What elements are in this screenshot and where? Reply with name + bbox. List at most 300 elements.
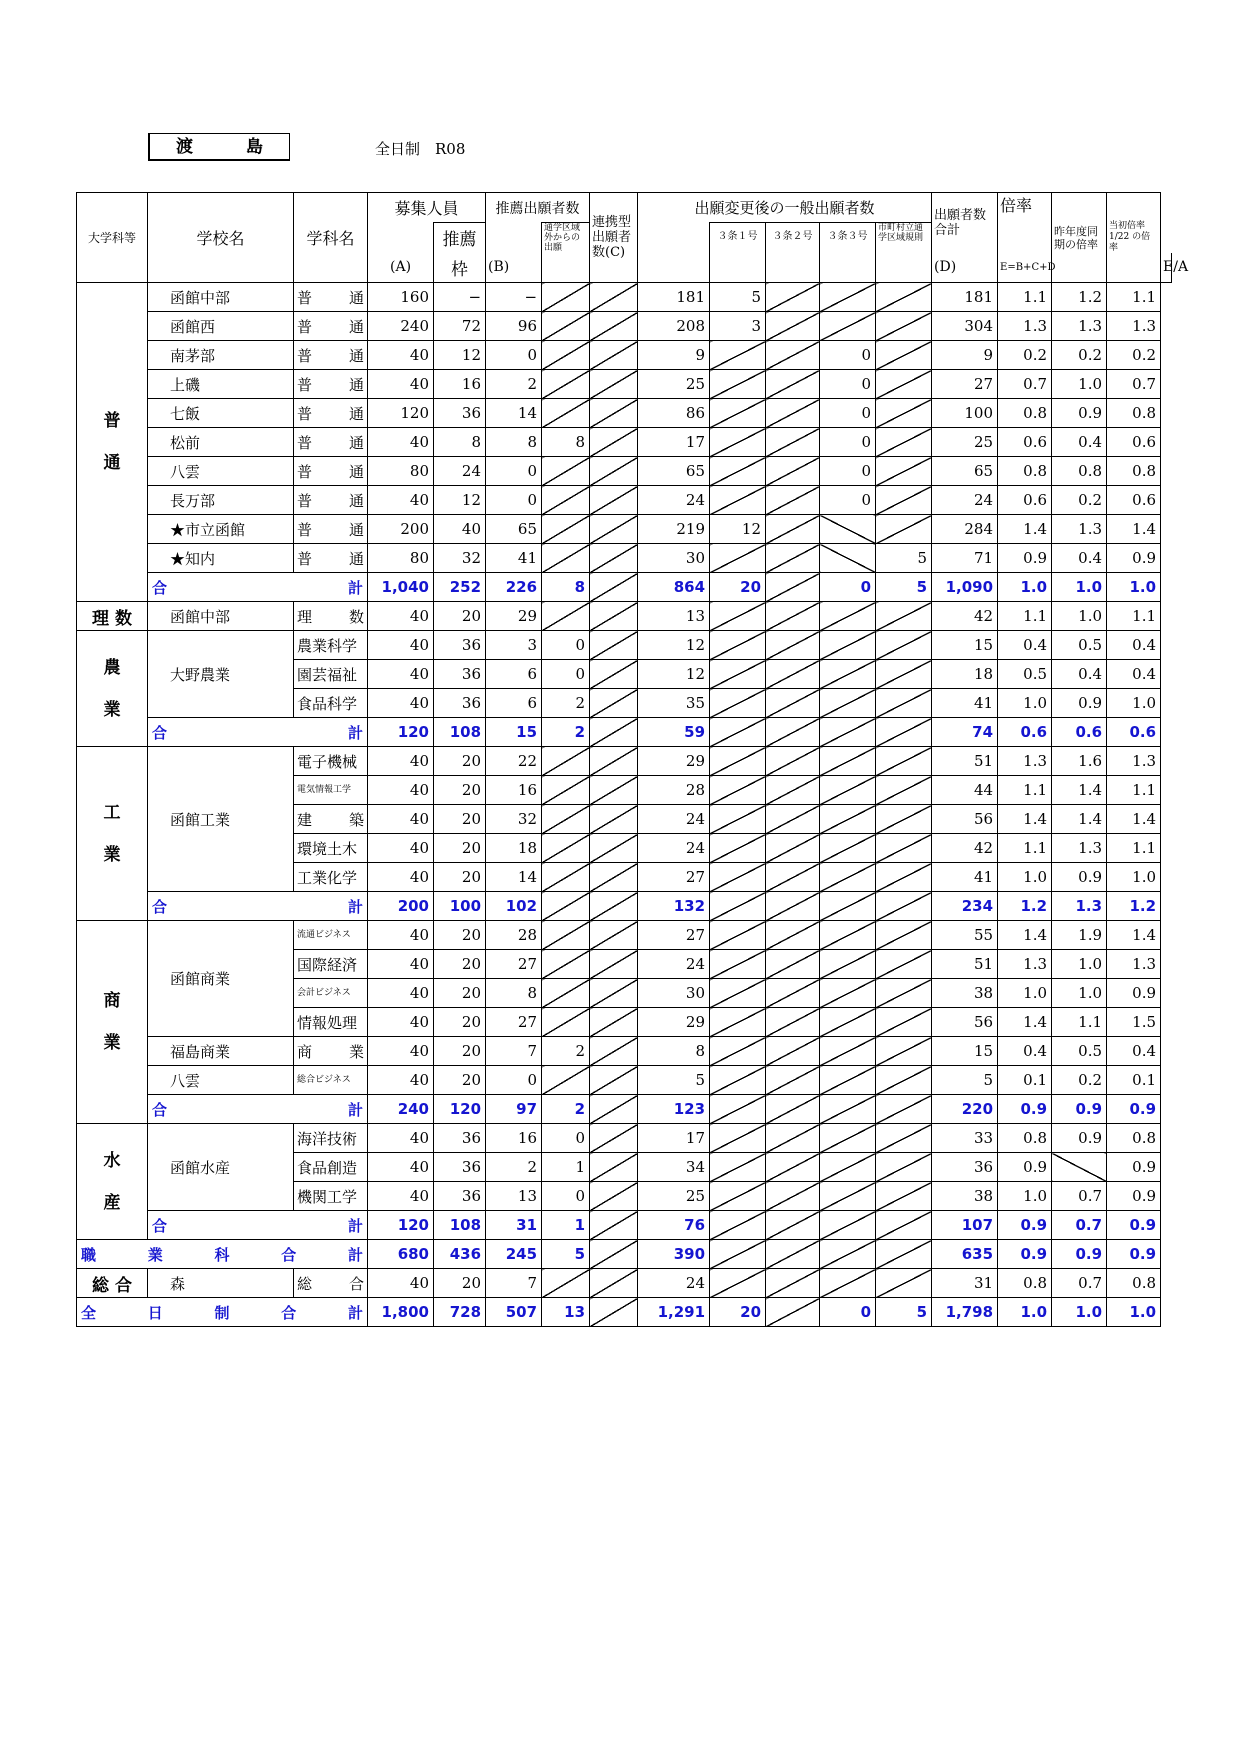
vocational-total-label [77,1240,368,1269]
last-year-ratio-cell: 0.4 [1052,544,1107,573]
hatched-cell [820,689,876,718]
header-art1: ３条１号 [710,223,766,283]
hatched-cell [590,370,638,399]
hatched-cell [590,428,638,457]
hatched-cell [590,660,638,689]
suisen-applicants-cell: 245 [486,1240,542,1269]
hatched-cell [820,979,876,1008]
hatched-cell [766,979,820,1008]
initial-ratio-cell: 1.4 [1107,515,1161,544]
suisen-waku-cell: 12 [434,341,486,370]
category-label: 理 数 [77,602,148,631]
header-d: (D) [932,253,998,283]
last-year-ratio-cell: 0.8 [1052,457,1107,486]
ratio-cell: 1.0 [998,573,1052,602]
dept-name: 普 通 [294,486,368,515]
school-name: 函館水産 [148,1124,294,1211]
hatched-cell [710,805,766,834]
school-name: 七飯 [148,399,294,428]
hatched-cell [766,1008,820,1037]
hatched-cell [766,950,820,979]
hatched-cell [590,1095,638,1124]
ratio-cell: 0.6 [998,718,1052,747]
hatched-cell [820,544,876,573]
hatched-cell [766,1182,820,1211]
suisen-applicants-cell: 31 [486,1211,542,1240]
table-row [77,457,1172,486]
hatched-cell [542,544,590,573]
total-applicants-cell: 304 [932,312,998,341]
header-last-year: 昨年度同期の倍率 [1052,193,1107,283]
hatched-cell [876,1037,932,1066]
initial-ratio-cell: 0.4 [1107,631,1161,660]
general-applicants-cell: 30 [638,544,710,573]
hatched-cell [590,834,638,863]
initial-ratio-cell: 1.5 [1107,1008,1161,1037]
grand-total-label [77,1298,368,1327]
general-applicants-cell: 24 [638,486,710,515]
category-label [77,283,148,602]
hatched-cell [766,747,820,776]
category-label [77,631,148,747]
hatched-cell [710,341,766,370]
initial-ratio-cell: 0.9 [1107,544,1161,573]
category-label [77,921,148,1124]
hatched-cell [710,602,766,631]
hatched-cell [590,602,638,631]
sum-char: 合 [152,1216,168,1235]
label-char: 合 [281,1303,297,1322]
hatched-cell [766,602,820,631]
hatched-cell [542,921,590,950]
general-applicants-cell: 5 [638,1066,710,1095]
subtotal-row [77,892,1172,921]
hatched-cell [542,805,590,834]
ratio-cell: 1.0 [998,979,1052,1008]
ratio-cell: 1.3 [998,747,1052,776]
suisen-waku-cell: 20 [434,1037,486,1066]
total-applicants-cell: 5 [932,1066,998,1095]
capacity-cell: 40 [368,950,434,979]
outside-cell: 13 [542,1298,590,1327]
hatched-cell [590,979,638,1008]
suisen-waku-cell: 16 [434,370,486,399]
applicants-table [76,192,1189,1327]
hatched-cell [710,834,766,863]
total-applicants-cell: 24 [932,486,998,515]
ratio-cell: 1.1 [998,834,1052,863]
table-row [77,370,1172,399]
capacity-cell: 120 [368,718,434,747]
suisen-waku-cell: 108 [434,718,486,747]
general-applicants-cell: 17 [638,428,710,457]
hatched-cell [820,863,876,892]
ratio-cell: 0.6 [998,486,1052,515]
hatched-cell [590,312,638,341]
hatched-cell [766,1211,820,1240]
dept-name: 電気情報工学 [294,776,368,805]
initial-ratio-cell: 1.4 [1107,921,1161,950]
category-char: 業 [103,1033,121,1053]
hatched-cell [710,892,766,921]
ratio-cell: 0.9 [998,544,1052,573]
hatched-cell [590,863,638,892]
hatched-cell [876,1240,932,1269]
art3-cell: 0 [820,428,876,457]
total-applicants-cell: 74 [932,718,998,747]
general-applicants-cell: 27 [638,921,710,950]
dept-name: 普 通 [294,428,368,457]
header-ratio: 倍率 [998,193,1052,253]
suisen-waku-cell: 40 [434,515,486,544]
hatched-cell [820,1124,876,1153]
last-year-ratio-cell: 1.0 [1052,602,1107,631]
header-formula: E=B+C+D [998,253,1052,283]
hatched-cell [590,631,638,660]
table-row [77,631,1172,660]
last-year-ratio-cell: 0.5 [1052,631,1107,660]
hatched-cell [876,1066,932,1095]
dept-name: 国際経済 [294,950,368,979]
initial-ratio-cell: 0.7 [1107,370,1161,399]
hatched-cell [710,689,766,718]
general-applicants-cell: 132 [638,892,710,921]
last-year-ratio-cell: 0.4 [1052,428,1107,457]
hatched-cell [542,1008,590,1037]
general-applicants-cell: 25 [638,1182,710,1211]
last-year-ratio-cell: 0.7 [1052,1269,1107,1298]
ratio-cell: 1.0 [998,863,1052,892]
last-year-ratio-cell: 0.9 [1052,1240,1107,1269]
total-applicants-cell: 56 [932,805,998,834]
last-year-ratio-cell: 0.6 [1052,718,1107,747]
last-year-ratio-cell: 0.2 [1052,341,1107,370]
general-applicants-cell: 123 [638,1095,710,1124]
capacity-cell: 160 [368,283,434,312]
last-year-ratio-cell: 0.9 [1052,689,1107,718]
outside-cell: 1 [542,1211,590,1240]
table-row [77,341,1172,370]
label-char: 計 [347,1303,363,1322]
hatched-cell [876,950,932,979]
hatched-cell [710,747,766,776]
hatched-cell [590,1153,638,1182]
hatched-cell [766,631,820,660]
subtotal-row [77,718,1172,747]
dept-name: 園芸福祉 [294,660,368,689]
header-capacity-a: (A) [368,253,434,283]
hatched-cell [876,979,932,1008]
general-applicants-cell: 390 [638,1240,710,1269]
suisen-waku-cell: 20 [434,863,486,892]
hatched-cell [766,486,820,515]
hatched-cell [542,312,590,341]
last-year-ratio-cell: 1.0 [1052,950,1107,979]
initial-ratio-cell: 1.3 [1107,747,1161,776]
hatched-cell [766,399,820,428]
suisen-waku-cell: 120 [434,1095,486,1124]
total-applicants-cell: 100 [932,399,998,428]
dept-name: 電子機械 [294,747,368,776]
total-applicants-cell: 1,090 [932,573,998,602]
ratio-cell: 0.8 [998,399,1052,428]
dept-name: 機関工学 [294,1182,368,1211]
art3-cell: 0 [820,573,876,602]
art1-cell: 12 [710,515,766,544]
hatched-cell [820,1008,876,1037]
hatched-cell [766,1240,820,1269]
table-row [77,515,1172,544]
hatched-cell [820,515,876,544]
ratio-cell: 0.9 [998,1211,1052,1240]
outside-cell: 0 [542,660,590,689]
total-applicants-cell: 36 [932,1153,998,1182]
hatched-cell [710,979,766,1008]
subtotal-label [148,573,368,602]
capacity-cell: 1,040 [368,573,434,602]
table-row [77,1066,1172,1095]
general-applicants-cell: 1,291 [638,1298,710,1327]
hatched-cell [820,776,876,805]
suisen-applicants-cell: 65 [486,515,542,544]
hatched-cell [820,747,876,776]
initial-ratio-cell: 1.0 [1107,573,1161,602]
subtotal-row [77,1095,1172,1124]
suisen-applicants-cell: 15 [486,718,542,747]
table-body [77,283,1172,1327]
outside-cell: 5 [542,1240,590,1269]
school-name: 南茅部 [148,341,294,370]
last-year-ratio-cell: 0.7 [1052,1182,1107,1211]
suisen-applicants-cell: 14 [486,863,542,892]
last-year-ratio-cell: 0.5 [1052,1037,1107,1066]
general-applicants-cell: 9 [638,341,710,370]
suisen-applicants-cell: 8 [486,428,542,457]
ratio-cell: 1.0 [998,689,1052,718]
header-capacity: 募集人員 [368,193,486,223]
capacity-cell: 40 [368,1037,434,1066]
sum-char: 合 [152,578,168,597]
capacity-cell: 40 [368,1153,434,1182]
last-year-ratio-cell: 0.2 [1052,486,1107,515]
general-applicants-cell: 208 [638,312,710,341]
general-applicants-cell: 13 [638,602,710,631]
art1-cell: 3 [710,312,766,341]
hatched-cell [710,718,766,747]
hatched-cell [820,892,876,921]
art3-cell: 0 [820,457,876,486]
general-applicants-cell: 76 [638,1211,710,1240]
hatched-cell [710,428,766,457]
suisen-applicants-cell: 29 [486,602,542,631]
table-row [77,428,1172,457]
hatched-cell [876,428,932,457]
capacity-cell: 1,800 [368,1298,434,1327]
school-name: 函館西 [148,312,294,341]
initial-ratio-cell: 0.6 [1107,428,1161,457]
general-applicants-cell: 24 [638,1269,710,1298]
total-applicants-cell: 42 [932,602,998,631]
category-char: 業 [103,844,121,865]
capacity-cell: 40 [368,1124,434,1153]
general-applicants-cell: 24 [638,834,710,863]
hatched-cell [590,805,638,834]
suisen-waku-cell: 252 [434,573,486,602]
capacity-cell: 40 [368,486,434,515]
total-applicants-cell: 18 [932,660,998,689]
hatched-cell [590,1008,638,1037]
subtotal-label [148,718,368,747]
hatched-cell [766,428,820,457]
initial-ratio-cell: 0.4 [1107,660,1161,689]
ratio-cell: 1.4 [998,1008,1052,1037]
suisen-waku-cell: 24 [434,457,486,486]
suisen-waku-cell: 20 [434,1066,486,1095]
total-applicants-cell: 15 [932,631,998,660]
art3-cell: 0 [820,370,876,399]
suisen-waku-cell: 20 [434,1269,486,1298]
dept-name: 情報処理 [294,1008,368,1037]
hatched-cell [590,1124,638,1153]
hatched-cell [710,486,766,515]
art1-cell: 20 [710,573,766,602]
hatched-cell [820,834,876,863]
capacity-cell: 40 [368,370,434,399]
hatched-cell [876,457,932,486]
capacity-cell: 40 [368,689,434,718]
initial-ratio-cell: 0.9 [1107,1095,1161,1124]
hatched-cell [542,1269,590,1298]
label-char: 職 [81,1245,97,1264]
suisen-waku-cell: 36 [434,660,486,689]
initial-ratio-cell: 0.8 [1107,399,1161,428]
last-year-ratio-cell: 0.9 [1052,1124,1107,1153]
hatched-cell [876,312,932,341]
suisen-waku-cell: 20 [434,979,486,1008]
suisen-waku-cell: 728 [434,1298,486,1327]
hatched-cell [766,457,820,486]
capacity-cell: 120 [368,1211,434,1240]
capacity-cell: 40 [368,428,434,457]
total-applicants-cell: 51 [932,950,998,979]
ratio-cell: 0.6 [998,428,1052,457]
last-year-ratio-cell: 1.0 [1052,979,1107,1008]
hatched-cell [590,1182,638,1211]
initial-ratio-cell: 0.8 [1107,457,1161,486]
suisen-waku-cell: 436 [434,1240,486,1269]
dept-name: 建 築 [294,805,368,834]
header-renkei: 連携型出願者数(C) [590,193,638,283]
last-year-ratio-cell: 1.2 [1052,283,1107,312]
hatched-cell [876,776,932,805]
ratio-cell: 0.8 [998,1124,1052,1153]
suisen-applicants-cell: 16 [486,776,542,805]
hatched-cell [590,950,638,979]
hatched-cell [542,776,590,805]
suisen-waku-cell: 20 [434,747,486,776]
hatched-cell [766,805,820,834]
category-char: 産 [103,1192,121,1213]
header-initial: 当初倍率1/22 の倍 率 [1107,193,1161,283]
hatched-cell [876,1008,932,1037]
hatched-cell [876,602,932,631]
school-name: 長万部 [148,486,294,515]
capacity-cell: 40 [368,805,434,834]
hatched-cell [820,1153,876,1182]
suisen-applicants-cell: 2 [486,1153,542,1182]
table-row [77,747,1172,776]
hatched-cell [766,660,820,689]
suisen-applicants-cell: 13 [486,1182,542,1211]
dept-name: 普 通 [294,399,368,428]
header-art2: ３条２号 [766,223,820,283]
general-applicants-cell: 65 [638,457,710,486]
initial-ratio-cell: 1.3 [1107,950,1161,979]
hatched-cell [590,399,638,428]
capacity-cell: 40 [368,1182,434,1211]
ratio-cell: 1.4 [998,805,1052,834]
suisen-applicants-cell: 7 [486,1269,542,1298]
header-school: 学校名 [148,193,294,283]
last-year-ratio-cell: 1.3 [1052,312,1107,341]
total-applicants-cell: 25 [932,428,998,457]
school-name: 函館工業 [148,747,294,892]
hatched-cell [542,457,590,486]
hatched-cell [590,718,638,747]
total-applicants-cell: 56 [932,1008,998,1037]
dept-name: 理 数 [294,602,368,631]
suisen-applicants-cell: 6 [486,689,542,718]
initial-ratio-cell: 0.8 [1107,1124,1161,1153]
art3-cell: 0 [820,486,876,515]
suisen-waku-cell: 20 [434,602,486,631]
hatched-cell [820,1240,876,1269]
suisen-applicants-cell: 28 [486,921,542,950]
last-year-ratio-cell: 0.4 [1052,660,1107,689]
hatched-cell [542,747,590,776]
suisen-applicants-cell: 97 [486,1095,542,1124]
header-category: 大学科等 [77,193,148,283]
dept-name: 普 通 [294,544,368,573]
hatched-cell [590,747,638,776]
capacity-cell: 240 [368,312,434,341]
table-row [77,602,1172,631]
hatched-cell [766,341,820,370]
hatched-cell [590,515,638,544]
sum-char: 計 [347,1100,363,1119]
hatched-cell [542,863,590,892]
school-name: 森 [148,1269,294,1298]
suisen-applicants-cell: 41 [486,544,542,573]
total-applicants-cell: 65 [932,457,998,486]
outside-cell: 2 [542,1037,590,1066]
hatched-cell [710,660,766,689]
suisen-waku-cell: 20 [434,950,486,979]
last-year-ratio-cell: 0.9 [1052,1095,1107,1124]
hatched-cell [542,341,590,370]
hatched-cell [710,399,766,428]
municipal-cell: 5 [876,544,932,573]
capacity-cell: 680 [368,1240,434,1269]
sum-char: 合 [152,723,168,742]
dept-name: 普 通 [294,370,368,399]
hatched-cell [766,312,820,341]
hatched-cell [876,399,932,428]
initial-ratio-cell: 1.1 [1107,283,1161,312]
total-applicants-cell: 55 [932,921,998,950]
school-name: 福島商業 [148,1037,294,1066]
hatched-cell [766,892,820,921]
